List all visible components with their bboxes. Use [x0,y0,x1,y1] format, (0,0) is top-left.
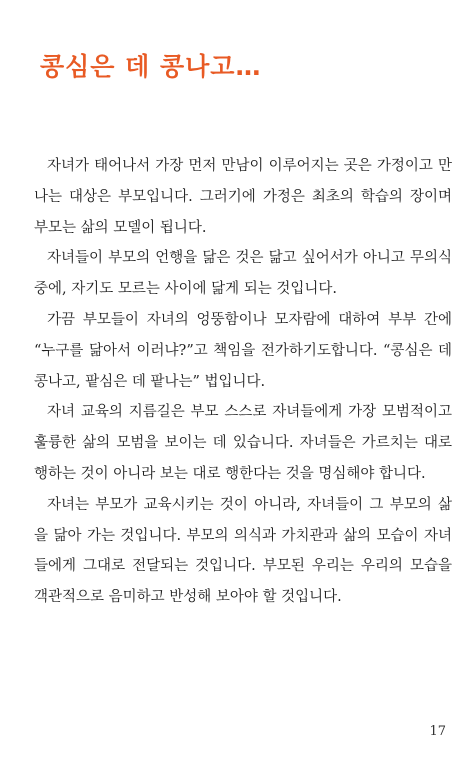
paragraph: 자녀는 부모가 교육시키는 것이 아니라, 자녀들이 그 부모의 삶을 닮아 가는 것입니다. 부모의 의식과 가치관과 삶의 모습이 자녀들에게 그대로 전달되는 것입니다. 부모된 우리는 우리의 모습을 객관적으로 음미하고 반성해 보아야 할 것입니다. [34,496,452,606]
paragraph: 가끔 부모들이 자녀의 엉뚱함이나 모자람에 대하여 부부 간에 “누구를 닮아서 이러냐?”고 책임을 전가하기도합니다. “콩심은 데 콩나고, 팥심은 데 팥나는” 법입니다. [34,311,452,390]
paragraph: 자녀가 태어나서 가장 먼저 만남이 이루어지는 곳은 가정이고 만나는 대상은 부모입니다. 그러기에 가정은 최초의 학습의 장이며 부모는 삶의 모델이 됩니다. [34,158,452,236]
paragraph: 자녀들이 부모의 언행을 닮은 것은 닮고 싶어서가 아니고 무의식 중에, 자기도 모르는 사이에 닮게 되는 것입니다. [34,250,452,298]
page-number: 17 [429,724,446,739]
paragraph: 자녀 교육의 지름길은 부모 스스로 자녀들에게 가장 모범적이고 훌륭한 삶의 모범을 보이는 데 있습니다. 자녀들은 가르치는 대로 행하는 것이 아니라 보는 대로 행한다는 것을 명심해야 합니다. [34,404,452,482]
chapter-title: 콩심은 데 콩나고… [40,51,262,81]
body-text [34,151,452,613]
